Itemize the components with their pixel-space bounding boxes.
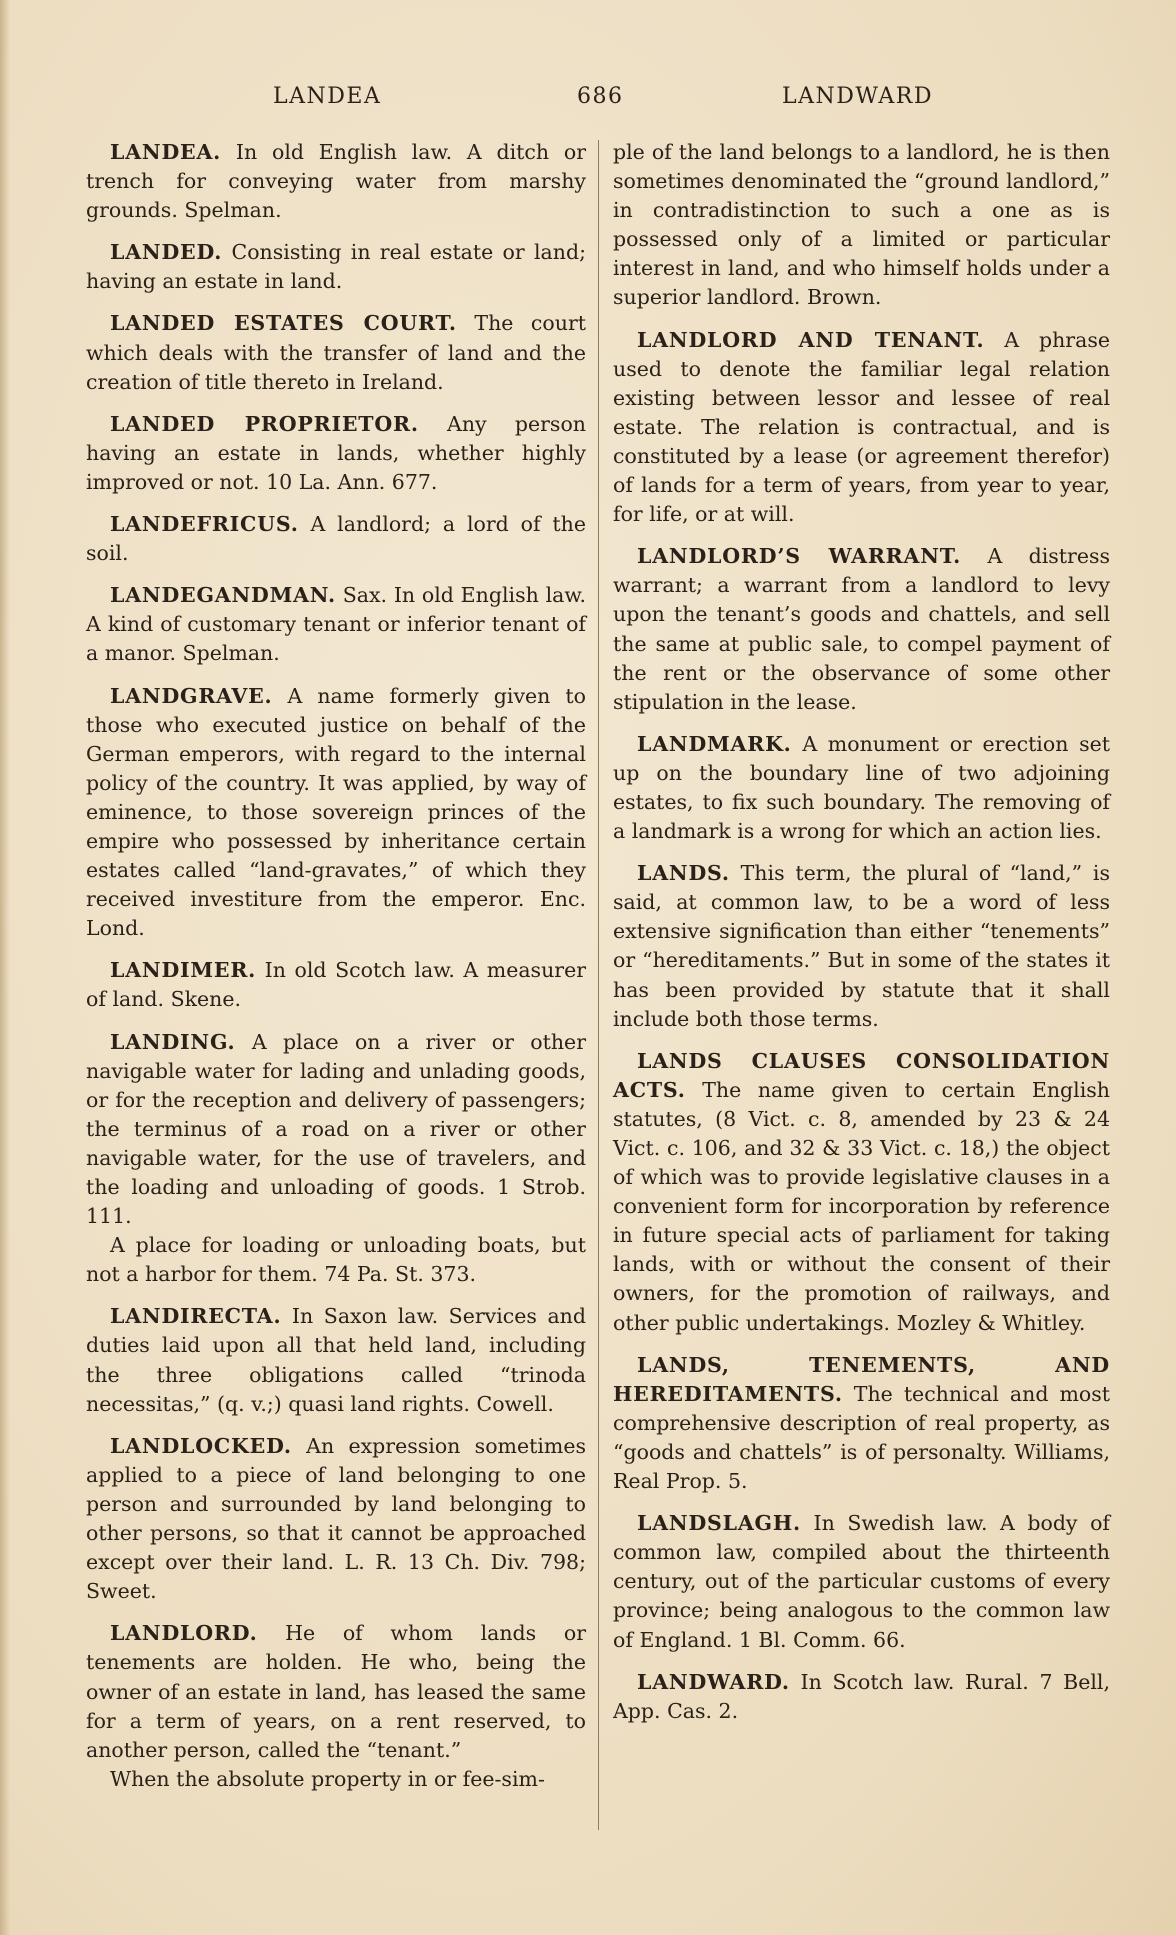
entry-headword: LANDLORD. [110,1621,258,1646]
entry [86,1028,586,1290]
entry [86,1302,586,1418]
header-left-guide-word: LANDEA [273,84,382,109]
entry [613,1668,1110,1726]
entry-continuation [613,138,1110,313]
entry-headword: LANDEA. [110,140,222,164]
entry-headword: LANDLORD AND TENANT. [637,327,985,352]
entry-headword: LANDLORD’S WARRANT. [637,544,962,569]
entry-headword: LANDING. [110,1029,236,1054]
entry [86,238,586,296]
entry-text: A place on a river or other navigable water for lading and unlading goods, or for the reception and delivery of passengers; the terminus of a road on a river or other navigable water, for the use of travelers, and the loading and unloading of goods. 1 Strob. 111. [86,1029,586,1229]
entry-text: Any person having an estate in lands, whether highly improved or not. 10 La. Ann. 677. [86,411,586,494]
entry-second-paragraph: A place for loading or unloading boats, but not a harbor for them. 74 Pa. St. 373. [86,1233,586,1287]
entry [86,510,586,568]
entry-second-paragraph: When the absolute property in or fee-sim- [110,1766,545,1791]
entry-headword: LANDS CLAUSES CONSOLIDATION ACTS. [613,1048,1110,1102]
entry-text: A landlord; a lord of the soil. [86,512,586,566]
entry-text: In Scotch law. Rural. 7 Bell, App. Cas. 2. [613,1669,1110,1723]
entry-text: A name formerly given to those who executed justice on behalf of the German emperors, with regard to the internal policy of the country. It was applied, by way of eminence, to those sovereign princes of the empire who possessed by inheritance certain estates called “land-gravates,” of which they received investiture from the emperor. Enc. Lond. [86,683,586,941]
page-gutter-shadow [0,0,10,1935]
entry-text: In old English law. A ditch or trench for conveying water from marshy grounds. Spelman. [86,140,586,223]
entry-text: Consisting in real estate or land; having an estate in land. [86,240,586,294]
entry-text: In Swedish law. A body of common law, compiled about the thirteenth century, out of the particular customs of every province; being analogous to the common law of England. 1 Bl. Comm. 66. [613,1511,1110,1652]
entry-text: The court which deals with the transfer of land and the creation of title thereto in Ireland. [86,311,586,394]
entry [613,1509,1110,1654]
entry-text: ple of the land belongs to a landlord, he is then sometimes denominated the “ground landlord,” in contradistinction to such a one as is possessed only of a limited or particular interest in land, and who himself holds under a superior landlord. Brown. [613,140,1110,310]
entry [613,542,1110,717]
entry [86,138,586,225]
entry-headword: LANDED. [110,240,223,265]
entry-text: A phrase used to denote the familiar legal relation existing between lessor and lessee of real estate. The relation is contractual, and is constituted by a lease (or agreement therefor) of lands for a term of years, from year to year, for life, or at will. [613,327,1110,527]
entry-text: The name given to certain English statutes, (8 Vict. c. 8, amended by 23 & 24 Vict. c. 106, and 32 & 33 Vict. c. 18,) the object of which was to provide legislative clauses in a convenient form for incorporation by reference in future special acts of parliament for taking lands, with or without the consent of their owners, for the promotion of railways, and other public undertakings. Mozley & Whitley. [613,1077,1110,1335]
page-number: 686 [577,84,624,109]
entry [613,1047,1110,1338]
entry-headword: LANDED ESTATES COURT. [110,311,457,336]
entry [86,682,586,944]
entry-headword: LANDIMER. [110,958,257,983]
entry-text: He of whom lands or tenements are holden. He who, being the owner of an estate in land, has leased the same for a term of years, on a rent reserved, to another person, called the “tenant.” [86,1621,586,1762]
entry [86,956,586,1014]
right-column [613,138,1110,1739]
entry-headword: LANDIRECTA. [110,1304,282,1329]
entry-headword: LANDEFRICUS. [110,512,299,537]
entry-text: Sax. In old English law. A kind of customary tenant or inferior tenant of a manor. Spelman. [86,583,586,666]
entry-headword: LANDMARK. [637,731,792,756]
entry-text: The technical and most comprehensive description of real property, as “goods and chattels” is of personalty. Williams, Real Prop. 5. [613,1381,1110,1494]
entry [86,410,586,497]
entry-headword: LANDGRAVE. [110,683,273,708]
entry [613,859,1110,1034]
entry-text: In Saxon law. Services and duties laid upon all that held land, including the three obligations called “trinoda necessitas,” (q. v.;) quasi land rights. Cowell. [86,1304,586,1416]
entry-headword: LANDS. [637,861,730,886]
entry-text: In old Scotch law. A measurer of land. Skene. [86,958,586,1012]
entry [613,730,1110,846]
entry-text: A distress warrant; a warrant from a landlord to levy upon the tenant’s goods and chattels, and sell the same at public sale, to compel payment of the rent or the observance of some other stipulation in the lease. [613,544,1110,714]
header-right-guide-word: LANDWARD [782,84,933,109]
left-column [86,138,586,1807]
entry [86,1619,586,1794]
entry [86,581,586,668]
entry-text: An expression sometimes applied to a piece of land belonging to one person and surrounded by land belonging to other persons, so that it cannot be approached except over their land. L. R. 13 Ch. Div. 798; Sweet. [86,1433,586,1604]
entry [86,1432,586,1607]
entry-headword: LANDS, TENEMENTS, AND HEREDITAMENTS. [613,1352,1110,1406]
entry-headword: LANDLOCKED. [110,1433,292,1458]
entry-headword: LANDSLAGH. [637,1511,801,1536]
entry [86,309,586,396]
entry [613,1351,1110,1496]
entry-headword: LANDWARD. [637,1669,790,1694]
entry-text: This term, the plural of “land,” is said, at common law, to be a word of less extensive signification than either “tenements” or “hereditaments.” But in some of the states it has been provided by statute that it shall include both those terms. [613,861,1110,1031]
running-header [0,84,1176,114]
column-divider [598,140,599,1830]
entry-text: A monument or erection set up on the boundary line of two adjoining estates, to fix such boundary. The removing of a landmark is a wrong for which an action lies. [613,731,1110,844]
entry [613,326,1110,530]
entry-headword: LANDEGANDMAN. [110,583,336,608]
entry-headword: LANDED PROPRIETOR. [110,411,419,436]
